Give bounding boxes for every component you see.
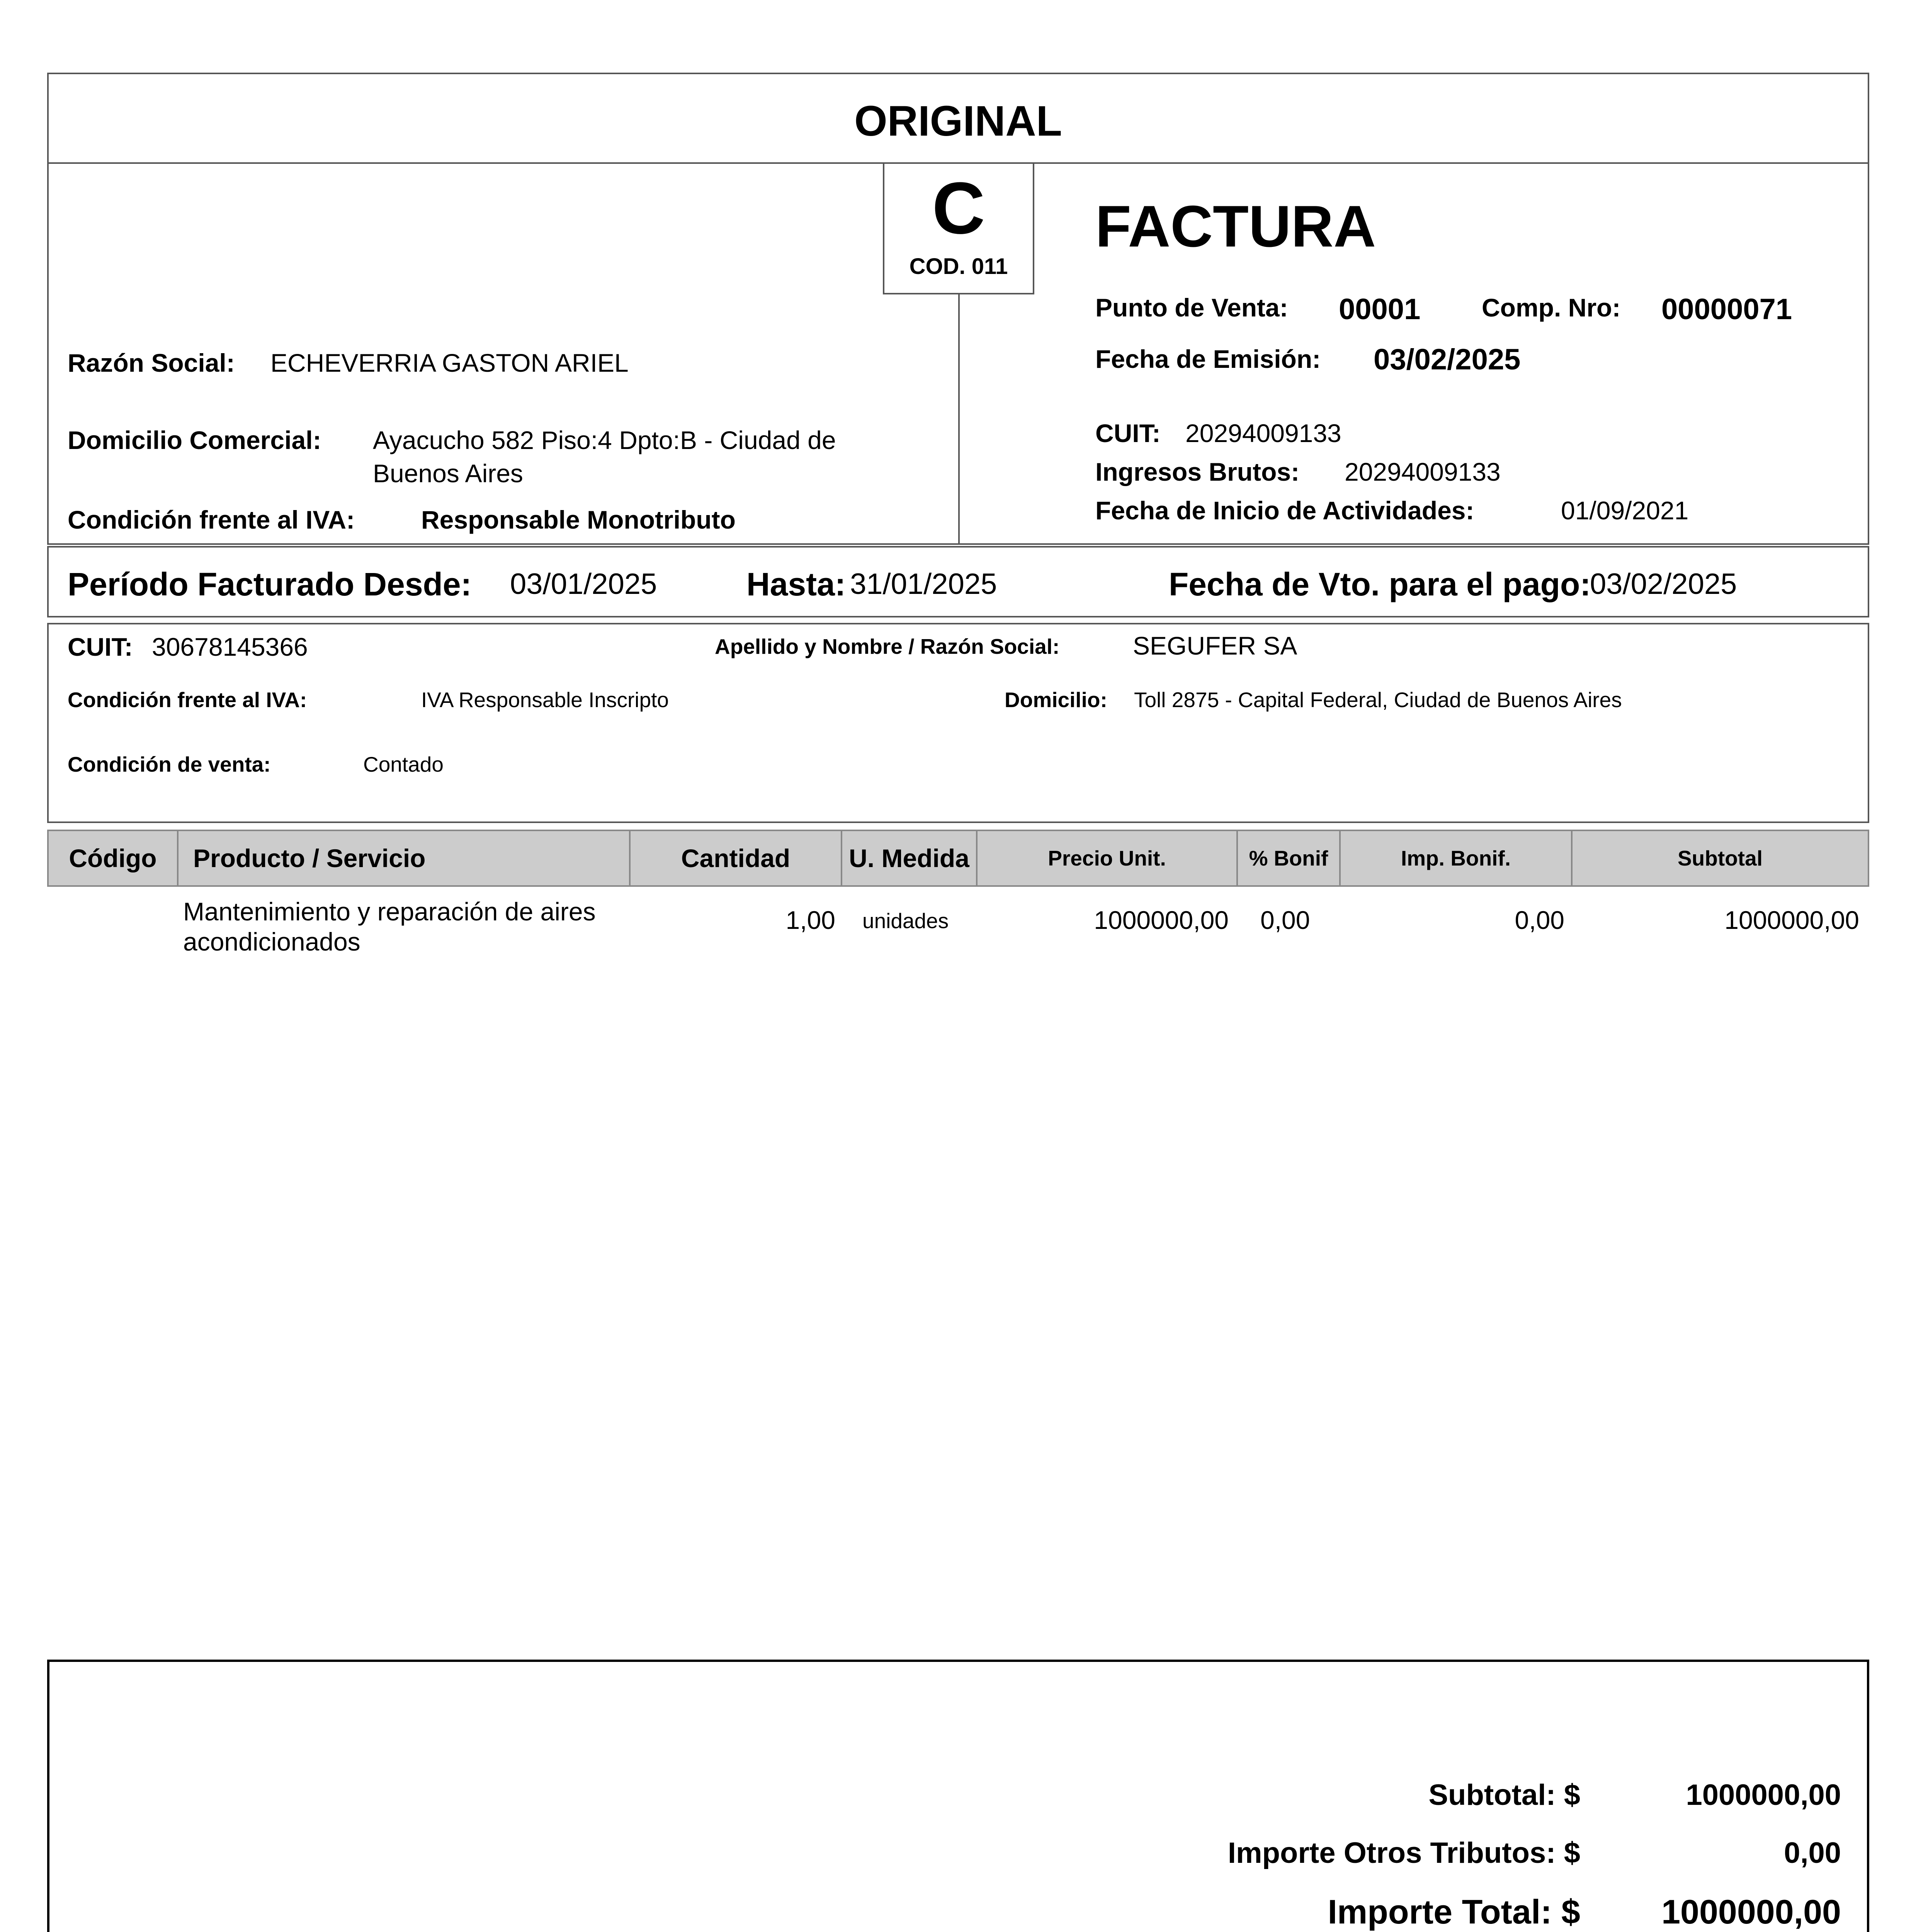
col-imp-bonif: Imp. Bonif. [1341, 831, 1573, 885]
client-nombre-value: SEGUFER SA [1133, 631, 1297, 660]
ingresos-brutos-value: 20294009133 [1345, 457, 1501, 486]
vto-pago-value: 03/02/2025 [1590, 568, 1737, 600]
fecha-emision-label: Fecha de Emisión: [1095, 345, 1321, 373]
punto-venta-value: 00001 [1339, 293, 1421, 326]
item-subtotal: 1000000,00 [1724, 906, 1859, 934]
client-nombre-label: Apellido y Nombre / Razón Social: [715, 634, 1060, 658]
period-hasta-label: Hasta: [746, 566, 846, 602]
table-row [47, 896, 1869, 966]
vto-pago-label: Fecha de Vto. para el pago: [1169, 566, 1591, 602]
issuer-cuit-label: CUIT: [1095, 419, 1161, 447]
col-cantidad: Cantidad [631, 831, 842, 885]
col-producto: Producto / Servicio [179, 831, 631, 885]
fecha-emision-value: 03/02/2025 [1374, 343, 1521, 376]
totals-block [47, 1660, 1869, 1932]
col-bonif-pct: % Bonif [1238, 831, 1341, 885]
period-hasta-value: 31/01/2025 [850, 568, 997, 600]
comp-nro-value: 00000071 [1661, 293, 1792, 326]
domicilio-comercial-label: Domicilio Comercial: [68, 426, 321, 454]
inicio-actividades-label: Fecha de Inicio de Actividades: [1095, 496, 1474, 525]
condicion-venta-label: Condición de venta: [68, 752, 271, 776]
issuer-divider [958, 294, 960, 545]
importe-total-label: Importe Total: $ [1328, 1893, 1580, 1931]
items-table-header [47, 830, 1869, 887]
punto-venta-label: Punto de Venta: [1095, 293, 1288, 322]
item-producto-line1: Mantenimiento y reparación de aires [183, 897, 596, 926]
issuer-iva-value: Responsable Monotributo [421, 505, 736, 534]
letter-box [883, 162, 1034, 294]
subtotal-label: Subtotal: $ [1428, 1779, 1580, 1811]
item-cantidad: 1,00 [785, 906, 835, 934]
item-producto-line2: acondicionados [183, 927, 360, 956]
importe-total-value: 1000000,00 [1661, 1893, 1841, 1931]
col-precio: Precio Unit. [978, 831, 1238, 885]
item-precio: 1000000,00 [1094, 906, 1229, 934]
client-cuit-value: 30678145366 [152, 633, 308, 661]
col-unidad: U. Medida [842, 831, 978, 885]
copy-label: ORIGINAL [854, 97, 1062, 145]
client-domicilio-label: Domicilio: [1005, 688, 1107, 712]
client-cuit-label: CUIT: [68, 633, 133, 661]
comp-nro-label: Comp. Nro: [1482, 293, 1621, 322]
document-title: FACTURA [1095, 194, 1376, 259]
razon-social-label: Razón Social: [68, 349, 235, 377]
razon-social-value: ECHEVERRIA GASTON ARIEL [270, 349, 629, 377]
item-bonif-pct: 0,00 [1260, 906, 1310, 934]
domicilio-comercial-line2: Buenos Aires [373, 459, 523, 488]
period-desde-value: 03/01/2025 [510, 568, 657, 600]
client-iva-label: Condición frente al IVA: [68, 688, 307, 712]
subtotal-value: 1000000,00 [1686, 1779, 1841, 1811]
otros-tributos-value: 0,00 [1784, 1837, 1841, 1869]
client-domicilio-value: Toll 2875 - Capital Federal, Ciudad de Buenos Aires [1134, 688, 1622, 712]
item-unidad: unidades [862, 909, 949, 933]
otros-tributos-label: Importe Otros Tributos: $ [1227, 1837, 1580, 1869]
col-codigo: Código [49, 831, 179, 885]
col-subtotal: Subtotal [1678, 846, 1763, 870]
letter-type: C [932, 167, 985, 249]
issuer-cuit-value: 20294009133 [1185, 419, 1341, 447]
item-imp-bonif: 0,00 [1515, 906, 1564, 934]
letter-code: COD. 011 [909, 254, 1008, 279]
inicio-actividades-value: 01/09/2021 [1561, 496, 1689, 525]
client-iva-value: IVA Responsable Inscripto [421, 688, 669, 712]
condicion-venta-value: Contado [363, 752, 444, 776]
period-desde-label: Período Facturado Desde: [68, 566, 472, 602]
domicilio-comercial-line1: Ayacucho 582 Piso:4 Dpto:B - Ciudad de [373, 426, 836, 454]
issuer-iva-label: Condición frente al IVA: [68, 505, 355, 534]
ingresos-brutos-label: Ingresos Brutos: [1095, 457, 1300, 486]
